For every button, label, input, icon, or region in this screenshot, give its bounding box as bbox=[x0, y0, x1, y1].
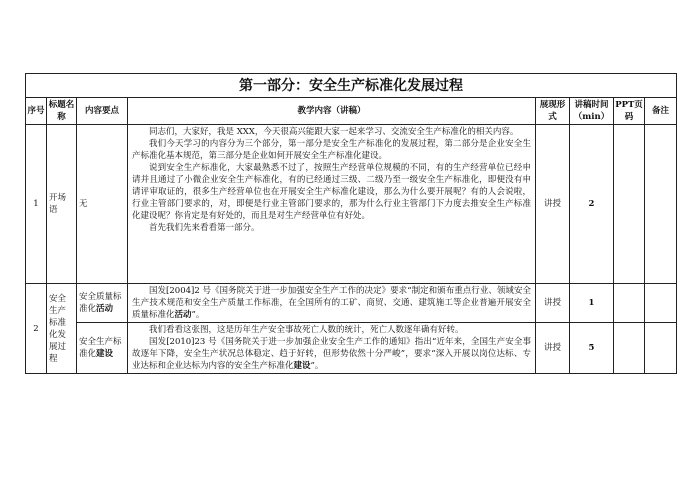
content-paragraph: 首先我们先来看看第一部分。 bbox=[149, 223, 260, 233]
row-content bbox=[128, 125, 536, 284]
content-paragraph: 同志们，大家好，我是 XXX，今天很高兴能跟大家一起来学习、交流安全生产标准化的相关内容。 bbox=[149, 127, 519, 137]
row-form: 讲授 bbox=[536, 323, 570, 374]
header-ppt: PPT页码 bbox=[614, 98, 645, 125]
row-number: 2 bbox=[26, 284, 47, 374]
row-duration: 2 bbox=[570, 125, 614, 284]
row-form: 讲授 bbox=[536, 284, 570, 323]
row-remark bbox=[645, 125, 677, 284]
row-content bbox=[128, 284, 536, 323]
row-remark bbox=[645, 284, 677, 323]
header-no: 序号 bbox=[26, 98, 47, 125]
header-content: 教学内容（讲稿） bbox=[128, 98, 536, 125]
row-remark bbox=[645, 323, 677, 374]
header-duration: 讲稿时间（min） bbox=[570, 98, 614, 125]
content-paragraph: 我们看看这张图，这是历年生产安全事故死亡人数的统计，死亡人数逐年确有好转。 bbox=[149, 325, 464, 335]
content-paragraph: 国发[2004]2 号《国务院关于进一步加强安全生产工作的决定》要求“制定和颁布重点行业、领域安全生产技术规范和安全生产质量工作标准，在全国所有的工矿、商贸、交通、建筑施工等企业普遍开展安全质量标准化活动”。 bbox=[132, 286, 531, 320]
table-row bbox=[26, 284, 677, 323]
table-row bbox=[26, 323, 677, 374]
row-duration: 5 bbox=[570, 323, 614, 374]
row-topic: 开场语 bbox=[47, 125, 77, 284]
row-content bbox=[128, 323, 536, 374]
document-title: 第一部分：安全生产标准化发展过程 bbox=[26, 74, 677, 98]
header-form: 展现形式 bbox=[536, 98, 570, 125]
row-duration: 1 bbox=[570, 284, 614, 323]
row-points: 安全质量标准化活动 bbox=[77, 284, 128, 323]
row-ppt bbox=[614, 323, 645, 374]
row-topic: 安全生产标准化发展过程 bbox=[47, 284, 77, 374]
header-remark: 备注 bbox=[645, 98, 677, 125]
row-points: 无 bbox=[77, 125, 128, 284]
row-ppt bbox=[614, 284, 645, 323]
header-points: 内容要点 bbox=[77, 98, 128, 125]
row-form: 讲授 bbox=[536, 125, 570, 284]
content-paragraph: 国发[2010]23 号《国务院关于进一步加强企业安全生产工作的通知》指出“近年来，全国生产安全事故逐年下降，安全生产状况总体稳定、趋于好转，但形势依然十分严峻”，要求“深入开展以岗位达标、专业达标和企业达标为内容的安全生产标准化建设”。 bbox=[132, 337, 531, 371]
row-points: 安全生产标准化建设 bbox=[77, 323, 128, 374]
table-row bbox=[26, 125, 677, 284]
header-topic: 标题名称 bbox=[47, 98, 77, 125]
row-number: 1 bbox=[26, 125, 47, 284]
content-paragraph: 我们今天学习的内容分为三个部分，第一部分是安全生产标准化的发展过程，第二部分是企业安全生产标准化基本规范，第三部分是企业如何开展安全生产标准化建设。 bbox=[132, 139, 531, 161]
lecture-table bbox=[25, 73, 677, 374]
content-paragraph: 说到安全生产标准化，大家最熟悉不过了，按照生产经营单位规模的不同，有的生产经营单位已经申请并且通过了小微企业安全生产标准化，有的已经通过三级、二级乃至一级安全生产标准化，即便没有申请评审取证的，很多生产经营单位也在开展安全生产标准化建设，那么为什么要开展呢？有的人会说啦，行业主管部门要求的，对，即便是行业主管部门要求的，那为什么行业主管部门下力度去推安全生产标准化建设呢？你肯定是有好处的，而且是对生产经营单位有好处。 bbox=[132, 163, 531, 221]
row-ppt bbox=[614, 125, 645, 284]
